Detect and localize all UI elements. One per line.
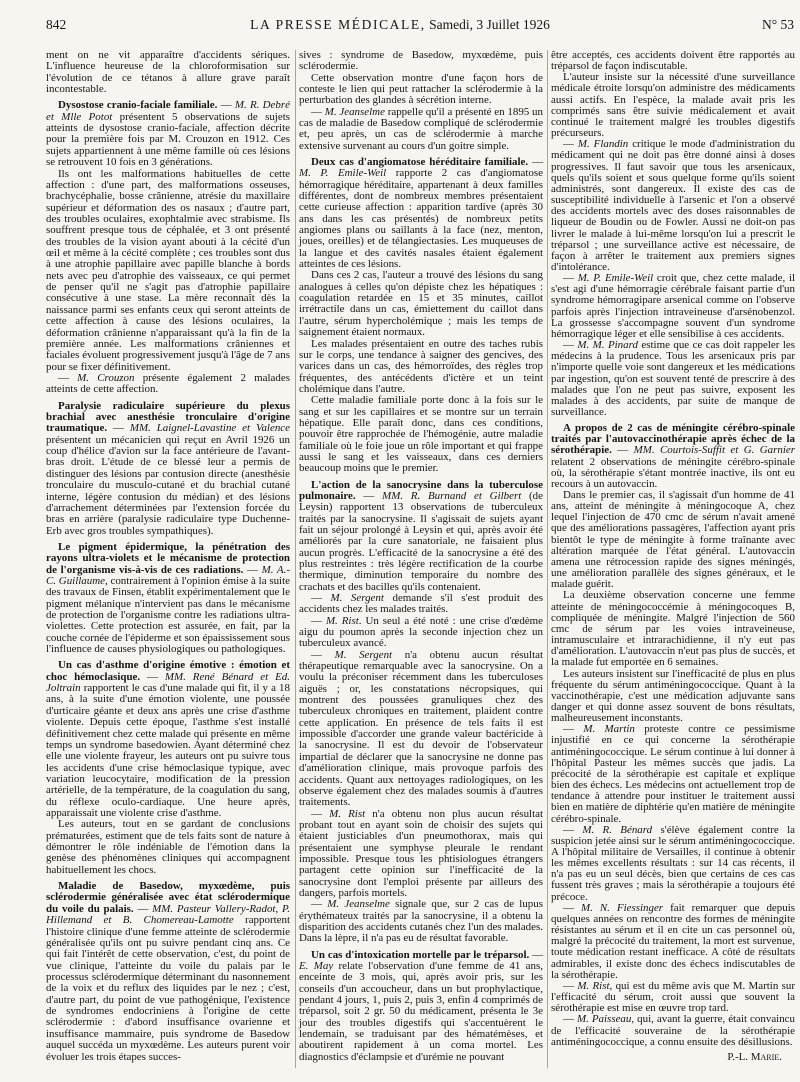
paragraph xyxy=(46,100,290,168)
paragraph-text: rappelle qu'il a présenté en 1895 un cas de maladie de Basedow compliqué de sclérodermie et, peu après, un cas de sclérodermie à marche extensive survenant au cours d'un goitre simple. xyxy=(299,105,543,152)
paragraph xyxy=(299,339,543,396)
paragraph-text: — xyxy=(243,563,262,576)
paragraph xyxy=(551,981,795,1014)
paragraph-text: proteste contre ce pessimisme injustifié en ce qui concerne la sérothérapie antiméningococcique. Le sérum continue à lui donner à l'hôpital Pasteur les mêmes succès que jadis. La précocité de la sérothérapie est capitale et explique bien des échecs. Les médecins ont actuellement trop de tendance à attendre pour instituer le traitement aussi bien en matière de diphtérie qu'en matière de méningite cérébro-spinale. xyxy=(551,723,796,825)
paragraph-text: — xyxy=(563,339,578,352)
speaker-names: E. May xyxy=(299,959,334,972)
section-title: Un cas d'intoxication mortelle par le tréparsol. xyxy=(311,948,530,961)
paragraph xyxy=(299,809,543,900)
paragraph xyxy=(299,73,543,107)
paragraph-text: — xyxy=(563,979,578,992)
paragraph-text: — xyxy=(611,444,634,457)
paragraph-text: Cette observation montre d'une façon hors de conteste le lien qui peut rattacher la sclérodermie à la perturbation des glandes à sécrétion interne. xyxy=(299,71,543,107)
paragraph-text: demande s'il s'est produit des accidents chez les malades traités. xyxy=(299,592,543,616)
paragraph xyxy=(551,724,795,824)
text-column xyxy=(46,50,290,1063)
section-title: Un cas d'asthme d'origine émotive : émotion et choc hémoclasique. xyxy=(46,659,290,683)
paragraph-text: L'auteur insiste sur la nécessité d'une surveillance médicale étroite lorsqu'on administre des médicaments aussi actifs. En l'espèce, la malade avait pris les comprimés sans être suivie médicalement et avait continué le traitement malgré les troubles digestifs précurseurs. xyxy=(551,71,795,140)
paragraph-text: — xyxy=(563,823,583,836)
paragraph-text: — xyxy=(311,807,330,820)
speaker-names: M. R. Bénard xyxy=(582,823,653,836)
issue-number: N° 53 xyxy=(761,17,794,32)
paragraph xyxy=(551,273,795,340)
speaker-names: M. Rist xyxy=(329,807,366,820)
paragraph xyxy=(551,139,795,273)
paragraph-text: relate l'observation d'une femme de 41 ans, enceinte de 3 mois, qui, après avoir pris, sur les conseils d'un accoucheur, dans un but prophylactique, pendant 4 jours, 1, puis 2, puis 3, enfin 4 comprimés de tréparsol, soit 2 gr. 50 du médicament, présenta le 3e jour des troubles digestifs qui s'accentuèrent le lendemain, se traduisant par des hématémèses, et aboutirent rapidement à un coma mortel. Les diagnostics d'éclampsie et d'urémie ne pouvant xyxy=(299,959,543,1063)
paragraph-text: Dans le premier cas, il s'agissait d'un homme de 41 ans, atteint de méningite à méningocoque A, chez lequel l'injection de 470 cmc de sérum n'avait amené que des améliorations passagères, l'affection ayant pris bientôt le type de méningite à forme traînante avec altération marquée de l'état général. L'autovaccin amena une rétrocession rapide des signes méningés, une amélioration parallèle des signes généraux, et le malade guérit. xyxy=(551,489,795,591)
paragraph xyxy=(46,542,290,656)
paragraph xyxy=(299,950,543,1063)
paragraph xyxy=(551,1014,795,1047)
running-header xyxy=(0,16,800,34)
paragraph-text: présente également 2 malades atteints de cette affection. xyxy=(46,371,290,396)
speaker-names: M. M. Pinard xyxy=(577,339,638,352)
paragraph xyxy=(299,157,543,270)
speaker-names: M. Sergent xyxy=(330,592,384,604)
paragraph-text: — xyxy=(563,723,584,736)
speaker-names: MM. R. Burnand et Gilbert xyxy=(382,489,522,502)
paragraph-text: Cette maladie familiale porte donc à la fois sur le sang et sur les capillaires et se montre sur un terrain hépatique. Elle paraît donc, dans ces conditions, pouvoir être rapprochée de l'hémogénie, autre maladie familiale où le foie joue un rôle important et qui frappe aussi le sang et les vaisseaux, dans ces derniers beaucoup moins que le premier. xyxy=(299,394,543,475)
section-title: A propos de 2 cas de méningite cérébro-spinale traités par l'autovaccinothérapie après échec de la sérothérapie. xyxy=(551,422,795,457)
issue-date: Samedi, 3 Juillet 1926 xyxy=(429,17,550,32)
section-title: L'action de la sanocrysine dans la tuberculose pulmonaire. xyxy=(299,478,543,502)
speaker-names: MM. Laignel-Lavastine et Valence xyxy=(129,422,290,435)
paragraph-text: Ils ont les malformations habituelles de cette affection : d'une part, des malformations osseuses, brachycéphalie, bosse crânienne, atrésie du maxillaire supérieur et déformation des os nasaux ; d'autre part, des troubles oculaires, exophtalmie avec strabisme. Ils souffrent presque tous de céphalée, et 3 ont présenté des troubles de la vision ayant abouti à la cécité d'un œil et même à la cécité complète ; ces troubles sont dus à une atrophie papillaire avec papille blanche à bords nets avec peu d'atrophie des vaisseaux, ce qui permet de penser qu'il ne s'agit pas d'atrophie papillaire consécutive à une stase. La mère reconnaît dès la naissance parmi ses enfants ceux qui seront atteints de cette affection à cause des lésions oculaires, la déformation crânienne n'apparaissant qu'à la fin de la première année. Les malformations crâniennes et faciales évoluent progressivement jusqu'à l'âge de 7 ans pour se fixer définitivement. xyxy=(46,167,290,373)
paragraph xyxy=(551,825,795,903)
speaker-names: M. P. Emile-Weil xyxy=(299,167,387,180)
paragraph xyxy=(46,373,290,396)
section-title: Paralysie radiculaire supérieure du plexus brachial avec anesthésie tronculaire d'origine traumatique. xyxy=(46,399,290,435)
paragraph xyxy=(299,650,543,809)
speaker-names: M. Rist xyxy=(577,979,610,992)
paragraph-text: Les auteurs, tout en se gardant de conclusions prématurées, estiment que de tels faits sont de nature à démontrer le rôle indéniable de l'émotion dans la genèse des phénomènes cliniques qui accompagnent habituellement les chocs. xyxy=(46,818,290,876)
paragraph-text: — xyxy=(563,1013,577,1026)
paragraph-text: — xyxy=(563,138,578,151)
paragraph-text: sives : syndrome de Basedow, myxœdème, puis sclérodermie. xyxy=(299,49,543,73)
paragraph-text: — xyxy=(107,422,130,435)
paragraph xyxy=(299,616,543,650)
column-rule xyxy=(547,50,548,1068)
paragraph-text: rapporte 2 cas d'angiomatose hémorragique héréditaire, appartenant à deux familles différentes, dont de nombreux membres présentaient cette curieuse affection : apparition tardive (après 30 ans dans les cas présentés) de nombreux petits angiomes plans ou saillants à la face (nez, menton, joues, oreilles) et de télangiectasies. Les muqueuses de la langue et des cavités nasales étaient également atteintes de ces lésions. xyxy=(299,167,544,271)
paragraph xyxy=(551,490,795,590)
paragraph-text: n'a obtenu non plus aucun résultat probant tout en ayant soin de choisir des sujets qui étaient justiciables d'un pneumothorax, mais qui présentaient une symphyse pleurale le rendant impossible. Presque tous les phtisiologues étrangers partagent cette opinion sur l'inefficacité de la sanocrysine dont l'emploi présente par ailleurs des dangers, parfois mortels. xyxy=(299,807,544,899)
paragraph xyxy=(46,660,290,819)
paragraph-text: — xyxy=(140,670,165,683)
paragraph xyxy=(299,107,543,152)
speaker-names: M. Rist xyxy=(325,614,359,627)
paragraph-text: La deuxième observation concerne une femme atteinte de méningococcémie à méningocoques B, compliquée de méningite. Malgré l'injection de 560 cmc de sérum par les voies intraveineuse, intramusculaire et intrarachidienne, il n'y eut pas d'amélioration. L'autovaccin n'eut pas plus de succès, et la malade fut emportée en 6 semaines. xyxy=(551,589,795,669)
paragraph-text: (de Leysin) rapportent 13 observations de tuberculeux traités par la sanocrysine. Il s'agissait de sujets ayant fait un séjour prolongé à Leysin et qui, après avoir été améliorés par la cure sanatoriale, ne faisaient plus aucun progrès. L'efficacité de la sanocrysine a été des plus restreintes : très légère rectification de la courbe thermique, diminution temporaire du nombre des crachats et des bacilles qu'ils contenaient. xyxy=(299,489,544,593)
paragraph-text: — xyxy=(311,898,328,911)
speaker-names: M. R. Debré et Mlle Potot xyxy=(46,99,290,123)
speaker-names: M. P. Emile-Weil xyxy=(577,272,654,285)
speaker-names: M. Martin xyxy=(583,723,635,736)
paragraph-text: croit que, chez cette malade, il s'est agi d'une hémorragie cérébrale faisant partie d'un syndrome hémorragipare arsenical comme on l'observe parfois après l'injection intraveineuse d'arsénobenzol. La grossesse s'accompagne souvent d'un syndrome hémorragique léger et elle sensibilise à ces accidents. xyxy=(551,272,796,340)
text-column xyxy=(551,50,795,1063)
speaker-names: MM. Pasteur Vallery-Radot, P. Hillemand et B. Chomereau-Lamotte xyxy=(46,902,290,927)
paragraph xyxy=(551,72,795,139)
speaker-names: M. N. Fiessinger xyxy=(580,901,664,914)
paragraph-text: critique le mode d'administration du médicament qui ne doit pas être donné ainsi à doses progressives. Il faut savoir que tous les arsenicaux, quels qu'ils soient et sous quelque forme qu'ils soient administrés, sont dangereux. Il existe des cas de susceptibilité individuelle à l'arsenic et l'on a observé des accidents mortels avec des doses raisonnables de liqueur de Boudin ou de Fowler. Aussi ne doit-on pas livrer le malade à lui-même lorsqu'on lui a prescrit le tréparsol ; une surveillance active est nécessaire, de façon à arrêter le traitement aux premiers signes d'intolérance. xyxy=(551,138,795,273)
paragraph-text: présentent un mécanicien qui reçut en Avril 1926 un coup d'hélice d'avion sur la face antérieure de l'avant-bras droit. L'étude de ce blessé leur a permis de distinguer des lésions par contusion directe (anesthésie tronculaire du musculo-cutané et du brachial cutané interne, légère contusion du médian) et des lésions d'arrachement déterminées par l'extension forcée du bras en arrière (paralysie radiculaire type Duchenne-Erb avec gros troubles sympathiques). xyxy=(46,433,290,537)
paragraph-text: ment on ne vit apparaître d'accidents sériques. L'influence heureuse de la chloroformisation sur l'évolution de ce tétanos à allure grave paraît incontestable. xyxy=(46,49,290,96)
speaker-names: M. Paisseau xyxy=(577,1013,632,1026)
speaker-names: MM. René Bénard et Ed. Joltrain xyxy=(46,670,291,695)
speaker-names: M. Crouzon xyxy=(77,371,135,384)
text-column xyxy=(299,50,543,1063)
paragraph-text: , qui, avant la guerre, était convaincu de l'efficacité souveraine de la sérothérapie antiméningococcique, a connu ensuite des désillusions. xyxy=(551,1013,796,1048)
speaker-names: M. Flandin xyxy=(577,138,629,151)
paragraph-text: Les auteurs insistent sur l'inefficacité de plus en plus fréquente du sérum antiméningococcique. Quant à la vaccinothérapie, c'est une médication adjuvante sans danger et qui donne assez souvent de bons résultats, malheureusement inconstants. xyxy=(551,667,795,725)
paragraph xyxy=(46,169,290,373)
speaker-names: M. Jeanselme xyxy=(327,898,390,911)
paragraph xyxy=(551,50,795,72)
paragraph-text: — xyxy=(563,901,581,914)
paragraph xyxy=(299,50,543,73)
paragraph xyxy=(46,50,290,95)
paragraph-text: relatent 2 observations de méningite cérébro-spinale où, la sérothérapie s'étant montrée inactive, ils ont eu recours à un autovaccin. xyxy=(551,455,795,490)
paragraph-text: estime que ce cas doit rappeler les médecins à la prudence. Tous les arsenicaux pris par n'importe quelle voie sont dangereux et les médications par ingestion, qu'on est souvent tenté de prescrire à des malades que l'on ne peut pas suivre, exposent les malades à des accidents, par suite de manque de surveillance. xyxy=(551,339,796,418)
paragraph-text: — xyxy=(311,648,335,661)
paragraph-text: — xyxy=(563,272,578,285)
speaker-names: M. Jeanselme xyxy=(324,105,385,118)
paragraph xyxy=(551,669,795,725)
paragraph xyxy=(551,340,795,418)
author-signature: P.-L. Marie. xyxy=(727,1050,782,1063)
paragraph-text: fait remarquer que depuis quelques années on rencontre des formes de méningite résistantes au sérum et il en cite un cas personnel où, malgré la précocité du traitement, la mort est survenue, toute médication restant inefficace. A côté de résultats admirables, il existe donc des échecs indiscutables de la sérothérapie. xyxy=(551,901,795,981)
paragraph-text: — xyxy=(58,371,78,384)
paragraph-text: Dans ces 2 cas, l'auteur a trouvé des lésions du sang analogues à celles qu'on dépiste chez les hépatiques : coagulation retardée en 15 et 35 minutes, caillot irrétractile dans un cas, émiettement du caillot dans l'autre, sérum hypercholémique ; mais les temps de saignement étaient normaux. xyxy=(299,269,543,339)
paragraph xyxy=(299,899,543,944)
paragraph-text: — xyxy=(311,592,331,604)
paragraph xyxy=(46,401,290,537)
paragraph xyxy=(299,395,543,474)
paragraph-text: — xyxy=(528,156,544,169)
paragraph xyxy=(46,819,290,876)
paragraph xyxy=(299,270,543,338)
section-title: Le pigment épidermique, la pénétration des rayons ultra-violets et le mécanisme de protection de l'organisme vis-à-vis de ces radiations. xyxy=(46,540,290,576)
paragraph-text: être acceptés, ces accidents doivent être rapportés au tréparsol de façon indiscutable. xyxy=(551,49,795,73)
section-title: Dysostose cranio-faciale familiale. xyxy=(58,99,218,112)
paragraph-text: n'a obtenu aucun résultat thérapeutique remarquable avec la sanocrysine. On a voulu la préconiser récemment dans les tuberculoses aiguës ; or, les constatations nécropsiques, qui montrent des poussées granuliques chez des tuberculeux chroniques en traitement, plaident contre cette application. En présence de tels faits il est impossible d'accorder une grande valeur bactéricide à la sanocrysine. Il est du devoir de l'observateur impartial de déclarer que la sanocrysine ne donne pas d'amélioration clinique, mais provoque parfois des accidents. Quant aux nettoyages radiologiques, on les observe également chez des malades soumis à d'autres traitements. xyxy=(299,648,543,809)
paragraph-text: rapportent l'histoire clinique d'une femme atteinte de sclérodermie généralisée qu'ils ont pu suivre pendant cinq ans. Ce qui fait l'intérêt de cette observation, c'est, du point de vue clinique, l'atteinte du voile du palais par le processus sclérodermique déterminant du nasonnement de la voix et du reflux des liquides par le nez ; c'est, d'autre part, du point de vue pathogénique, l'existence de syndromes endocriniens à l'origine de cette sclérodermie : d'abord insuffisance ovarienne et insuffisance mammaire, puis syndrome de Basedow auquel succéda un myxœdème. Les auteurs purent voir évoluer les trois étapes succes- xyxy=(46,914,290,1063)
section-title: Maladie de Basedow, myxœdème, puis sclérodermie généralisée avec état sclérodermique du voile du palais. xyxy=(46,880,290,915)
speaker-names: M. A.-C. Guillaume xyxy=(46,563,290,587)
page-number: 842 xyxy=(46,17,67,32)
paragraph-text: rapportent le cas d'une malade qui fit, il y a 18 ans, à la suite d'une émotion violente, une poussée d'urticaire géante et deux ans après une crise d'asthme violente. Depuis cette époque, l'asthme s'est installé définitivement chez cette malade qui présente en même temps un syndrome basedowien. Ayant déterminé chez elle une violente frayeur, les auteurs ont pu suivre tous les accidents d'une crise hémoclasique typique, avec variation leucocytaire, modification de la pression artérielle, de la température, de la coagulation du sang, du réflexe oculo-cardiaque. Une heure après, apparaissait une violente crise d'asthme. xyxy=(46,682,290,820)
paragraph-text: — xyxy=(133,902,153,915)
paragraph-text: présentent 5 observations de sujets atteints de dysostose cranio-faciale, affection décrite pour la première fois par M. Crouzon en 1912. Ces sujets appartiennent à une même famille où ces lésions se retrouvent 10 fois en 3 générations. xyxy=(46,110,290,169)
paragraph xyxy=(551,590,795,668)
paragraph xyxy=(46,881,290,1063)
paragraph-text: — xyxy=(355,489,383,502)
journal-title: LA PRESSE MÉDICALE, xyxy=(250,17,426,32)
section-title: Deux cas d'angiomatose héréditaire familiale. xyxy=(311,156,529,169)
column-rule xyxy=(295,50,296,1068)
paragraph-text: — xyxy=(217,99,235,112)
speaker-names: M. Sergent xyxy=(334,648,393,661)
speaker-names: MM. Courtois-Suffit et G. Garnier xyxy=(633,444,795,457)
paragraph-text: , contrairement à l'opinion émise à la suite des travaux de Finsen, établit expérimentalement que le pigment mélanique n'intervient pas dans le mécanisme de protection de l'organisme contre les radiations ultra-violettes. Cette protection est assurée, en fait, par la couche cornée de l'épiderme et son épaississement sous l'influence de causes physiologiques ou pathologiques. xyxy=(46,574,290,656)
paragraph xyxy=(299,593,543,616)
paragraph xyxy=(551,423,795,490)
paragraph xyxy=(299,480,543,593)
paragraph xyxy=(551,903,795,981)
paragraph-text: — xyxy=(311,614,326,627)
paragraph-text: , qui est du même avis que M. Martin sur l'efficacité du sérum, croit aussi que souvent la sérothérapie est mise en œuvre trop tard. xyxy=(551,979,796,1015)
paragraph-text: signale que, sur 2 cas de lupus érythémateux traités par la sanocrysine, il a obtenu la disparition des accidents cutanés chez l'un des malades. Dans la lèpre, il n'a pas eu de résultat favorable. xyxy=(299,898,543,945)
paragraph-text: s'élève également contre la suspicion jetée ainsi sur le sérum antiméningococcique. A l'hôpital militaire de Versailles, il continue à obtenir les mêmes excellents résultats : sur 14 cas récents, il n'a pas eu un seul décès, bien que certains de ces cas fussent très graves ; mais la sérothérapie a toujours été précoce. xyxy=(551,823,795,903)
paragraph-text: — xyxy=(529,948,544,961)
paragraph-text: Les malades présentaient en outre des taches rubis sur le corps, une tendance à saigner des gencives, des varices dans un cas, des hémorroïdes, des règles trop fréquentes, des antécédents d'ictère et un teint cholémique dans l'autre. xyxy=(299,337,543,395)
paragraph-text: . Un seul a été noté : une crise d'œdème aigu du poumon après la seconde injection chez un tuberculeux avancé. xyxy=(299,614,544,650)
paragraph-text: — xyxy=(311,105,325,118)
